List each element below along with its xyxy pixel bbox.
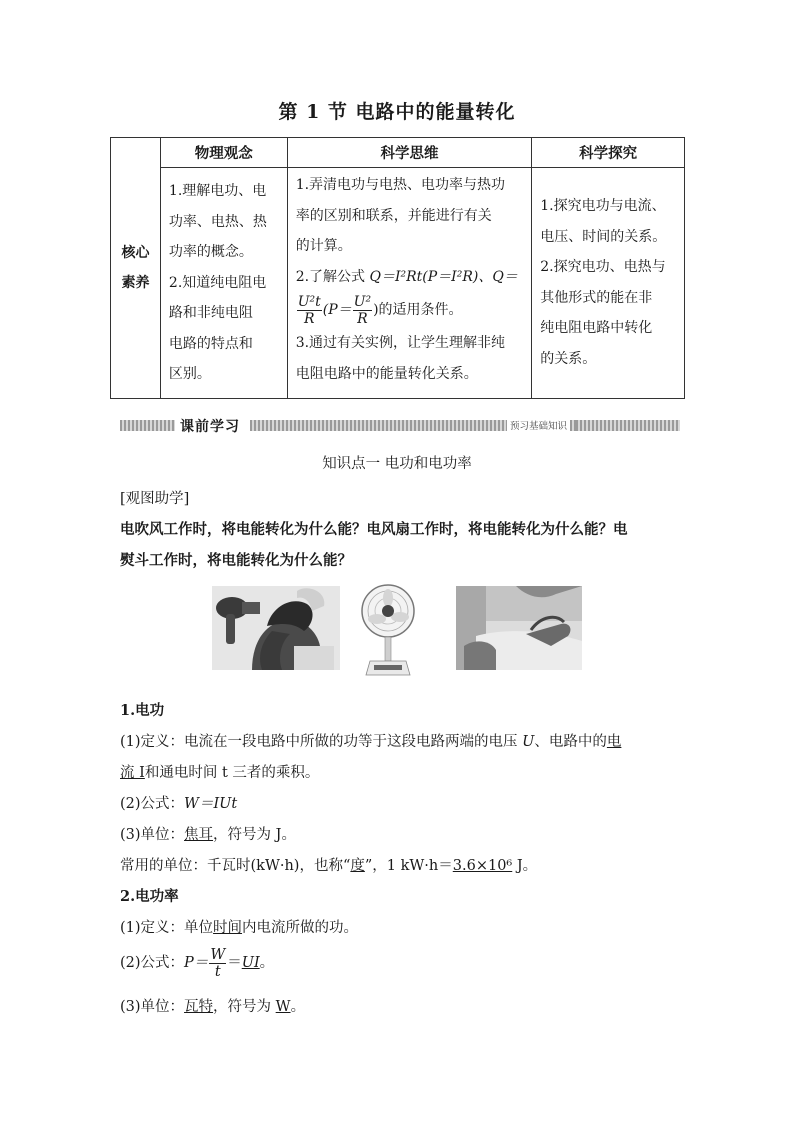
answer-joule: 焦耳	[184, 827, 214, 843]
section-bar-preview-learning	[120, 418, 680, 435]
header-scientific-thinking: 科学思维	[287, 138, 532, 168]
work-formula: (2)公式：W＝IUt	[120, 796, 238, 812]
row-header-core: 核心 素养	[111, 138, 161, 399]
heading-electric-power: 2.电功率	[120, 888, 179, 905]
header-physics-concept: 物理观念	[160, 138, 287, 168]
power-definition: (1)定义：单位时间内电流所做的功。	[120, 920, 359, 936]
answer-w-symbol: W	[275, 999, 291, 1015]
question-line-2: 熨斗工作时，将电能转化为什么能？	[120, 552, 352, 569]
appliance-photos	[0, 586, 794, 682]
page-title: 第 1 节 电路中的能量转化	[278, 101, 516, 123]
fraction-w-over-t: $\frac{W}{t}$	[210, 946, 226, 980]
header-scientific-inquiry: 科学探究	[532, 138, 685, 168]
cell-scientific-inquiry: 1.探究电功与电流、 电压、时间的关系。 2.探究电功、电热与 其他形式的能在非 纯电阻电路中转化 的关系。	[532, 168, 685, 399]
power-unit: (3)单位：瓦特，符号为 W。	[120, 999, 306, 1015]
electric-fan-photo	[360, 581, 416, 681]
answer-time: 时间	[213, 920, 243, 936]
core-competency-table	[110, 137, 685, 399]
section-label: 课前学习	[180, 419, 240, 435]
answer-ui: UI	[241, 955, 260, 971]
work-definition-line-1: (1)定义：电流在一段电路中所做的功等于这段电路两端的电压 U、电路中的电	[120, 734, 622, 750]
observe-label: [观图助学]	[120, 491, 190, 507]
power-formula: (2)公式：P＝ $\frac{W}{t}$ ＝UI。	[120, 946, 275, 980]
answer-conversion: 3.6×10⁶	[452, 858, 513, 874]
cell-scientific-thinking: 1.弄清电功与电热、电功率与热功 率的区别和联系，并能进行有关 的计算。 2.了解公式 Q＝I²Rt(P＝I²R)、Q＝ $\frac{\text{U²t}}{R}$ (P＝ $\frac{\text{U²}}{R}$ )的适用条件。 3.通过有关实例，让学生理解非纯 电阻电路中的能量转化关系。	[287, 168, 532, 399]
section-stripe-right	[576, 420, 680, 431]
fraction-u2-over-r: $\frac{\text{U²}}{R}$	[353, 293, 372, 327]
work-unit: (3)单位：焦耳，符号为 J。	[120, 827, 296, 843]
section-right-label: 预习基础知识	[507, 418, 570, 432]
question-line-1: 电吹风工作时，将电能转化为什么能？电风扇工作时，将电能转化为什么能？电	[120, 521, 628, 538]
section-stripe-left	[120, 420, 175, 431]
formula-q: Q＝I²Rt(P＝I²R)、Q＝	[369, 268, 518, 285]
knowledge-point-title: 知识点一 电功和电功率	[322, 456, 472, 472]
common-unit: 常用的单位：千瓦时(kW·h)，也称“度”，1 kW·h＝3.6×10⁶ J。	[120, 858, 538, 874]
hair-dryer-photo	[212, 586, 340, 670]
answer-du: 度	[350, 858, 365, 874]
heading-electric-work: 1.电功	[120, 702, 165, 719]
answer-current-i: 流 I	[120, 765, 145, 781]
cell-physics-concept: 1.理解电功、电 功率、电热、热 功率的概念。 2.知道纯电阻电 路和非纯电阻 电路的特点和 区别。	[160, 168, 287, 399]
electric-iron-photo	[456, 586, 582, 670]
fraction-u2t-over-r: $\frac{\text{U²t}}{R}$	[297, 293, 321, 327]
work-definition-line-2: 流 I和通电时间 t 三者的乘积。	[120, 765, 320, 781]
answer-watt: 瓦特	[184, 999, 214, 1015]
